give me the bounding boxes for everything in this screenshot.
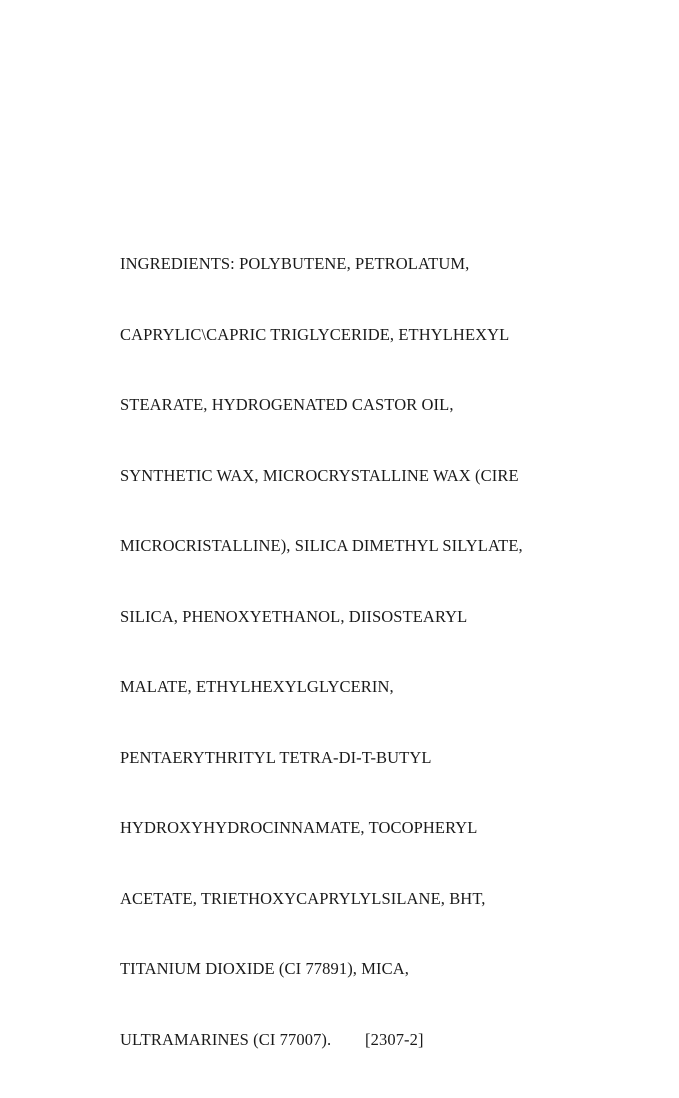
ingredients-line: SILICA, PHENOXYETHANOL, DIISOSTEARYL	[120, 606, 468, 626]
ingredients-line: PENTAERYTHRITYL TETRA-DI-T-BUTYL	[120, 747, 432, 767]
ingredients-line: CAPRYLIC\CAPRIC TRIGLYCERIDE, ETHYLHEXYL	[120, 324, 510, 344]
ingredients-line: SYNTHETIC WAX, MICROCRYSTALLINE WAX (CIRE	[120, 465, 519, 485]
ingredients-line: INGREDIENTS: POLYBUTENE, PETROLATUM,	[120, 254, 470, 273]
ingredients-line: MICROCRISTALLINE), SILICA DIMETHYL SILYLATE,	[120, 536, 523, 555]
ingredients-line-with-batch-code: ULTRAMARINES (CI 77007). [2307-2]	[120, 1029, 424, 1049]
ingredients-line: TITANIUM DIOXIDE (CI 77891), MICA,	[120, 959, 409, 978]
ingredients-line: MALATE, ETHYLHEXYLGLYCERIN,	[120, 677, 394, 696]
ingredients-line: HYDROXYHYDROCINNAMATE, TOCOPHERYL	[120, 818, 478, 837]
ingredients-line: ACETATE, TRIETHOXYCAPRYLYLSILANE, BHT,	[120, 888, 486, 908]
ingredients-line: STEARATE, HYDROGENATED CASTOR OIL,	[120, 395, 454, 414]
ingredients-text-block	[120, 205, 580, 1098]
